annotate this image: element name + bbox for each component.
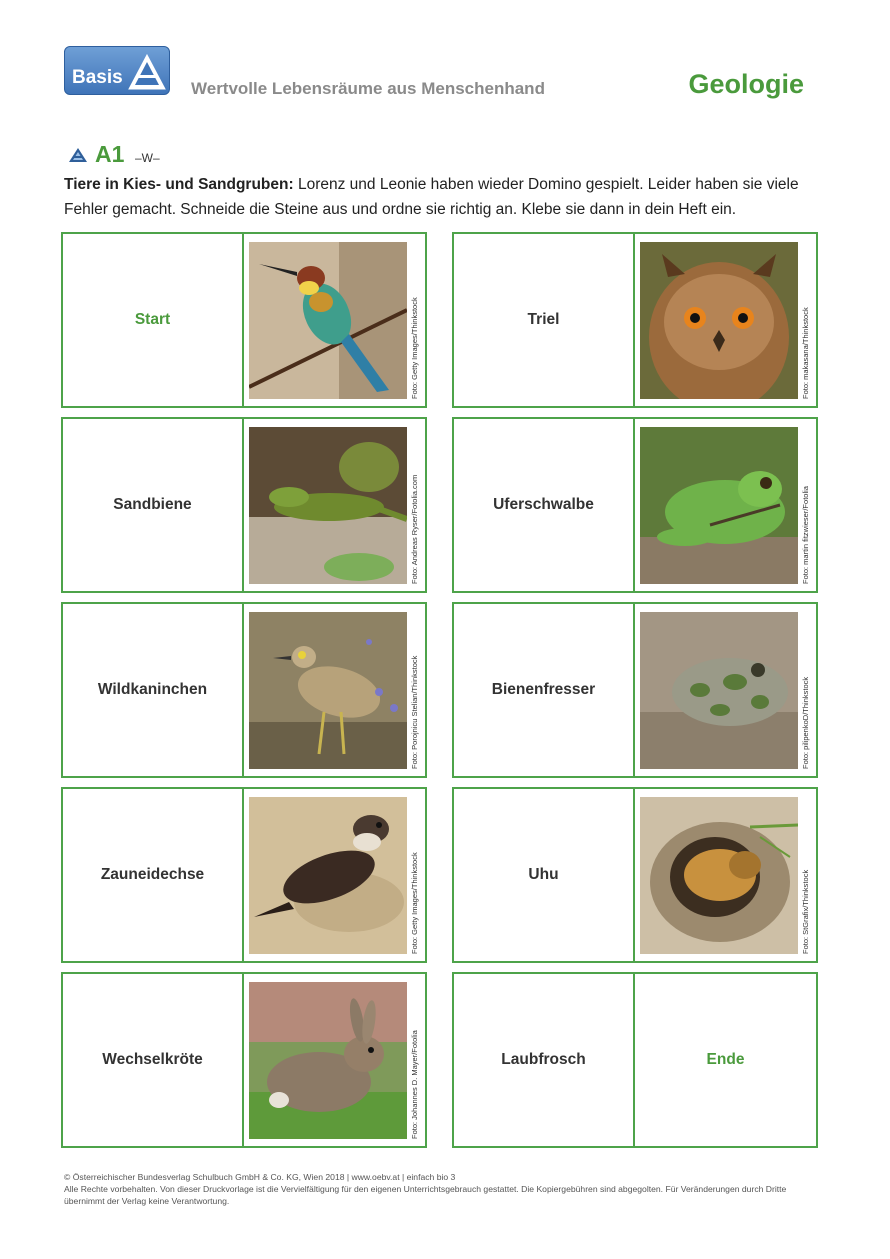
task-number: A1 — [95, 141, 125, 167]
domino-end-label: Ende — [706, 1051, 745, 1068]
tree-frog-photo — [640, 427, 798, 584]
domino-label: Laubfrosch — [501, 1051, 586, 1068]
domino-card — [61, 972, 427, 1148]
domino-card — [61, 602, 427, 778]
footer-line-2: Alle Rechte vorbehalten. Von dieser Druckvorlage ist die Vervielfältigung für den eigenen Unterrichtsgebrauch gestattet. Die Kopiergebühren sind abgegolten. Für Veränderungen durch Dritte übernimmt der Verlag keine Verantwortung. — [64, 1184, 787, 1206]
sand-lizard-photo — [249, 427, 407, 584]
basis-logo — [64, 46, 170, 95]
photo-credit: Foto: Porojnicu Stelian/Thinkstock — [410, 655, 419, 769]
green-toad-photo — [640, 612, 798, 769]
task-instructions — [64, 172, 824, 222]
domino-card — [61, 787, 427, 963]
photo-credit: Foto: Andreas Ryser/Fotolia.com — [410, 474, 419, 584]
photo-credit: Foto: Getty Images/Thinkstock — [410, 297, 419, 399]
level-triangle-icon — [68, 147, 88, 163]
domino-label: Zauneidechse — [100, 866, 205, 883]
task-intro: Tiere in Kies- und Sandgruben: — [64, 176, 294, 193]
domino-card — [452, 602, 818, 778]
domino-card — [61, 232, 427, 408]
photo-credit: Foto: martin fitzwieser/Fotolia — [801, 486, 810, 584]
domino-card — [452, 787, 818, 963]
worksheet-subtitle: Wertvolle Lebensräume aus Menschenhand — [191, 79, 545, 98]
domino-card — [452, 232, 818, 408]
domino-label: Uhu — [528, 866, 559, 883]
pyramid-icon — [127, 53, 167, 91]
copyright-footer — [64, 1171, 824, 1207]
domino-label: Wildkaninchen — [97, 681, 208, 698]
domino-label: Wechselkröte — [102, 1051, 203, 1068]
photo-credit: Foto: pilipenkoD/Thinkstock — [801, 676, 810, 769]
domino-card — [452, 972, 818, 1148]
sand-martin-photo — [249, 797, 407, 954]
domino-label: Start — [134, 311, 171, 328]
photo-credit: Foto: Getty Images/Thinkstock — [410, 852, 419, 954]
subject-title: Geologie — [688, 69, 804, 99]
domino-card — [452, 417, 818, 593]
photo-credit: Foto: StGrafix/Thinkstock — [801, 869, 810, 954]
logo-text: Basis — [72, 67, 123, 88]
photo-credit: Foto: makasana/Thinkstock — [801, 307, 810, 399]
domino-label: Uferschwalbe — [493, 496, 594, 513]
task-level: –W– — [135, 151, 160, 165]
wild-rabbit-photo — [249, 982, 407, 1139]
stone-curlew-photo — [249, 612, 407, 769]
domino-card — [61, 417, 427, 593]
domino-label: Sandbiene — [113, 496, 192, 513]
task-text: Lorenz und Leonie haben wieder Domino gespielt. Leider haben sie viele Fehler gemacht. Schneide die Steine aus und ordne sie richtig an. Klebe sie dann in dein Heft ein. — [64, 176, 799, 218]
bee-eater-photo — [249, 242, 407, 399]
eagle-owl-photo — [640, 242, 798, 399]
domino-label: Triel — [527, 311, 560, 328]
domino-label: Bienenfresser — [491, 681, 596, 698]
sand-bee-photo — [640, 797, 798, 954]
footer-line-1: © Österreichischer Bundesverlag Schulbuch GmbH & Co. KG, Wien 2018 | www.oebv.at | einfach bio 3 — [64, 1172, 456, 1182]
photo-credit: Foto: Johannes D. Mayer/Fotolia — [410, 1030, 419, 1139]
